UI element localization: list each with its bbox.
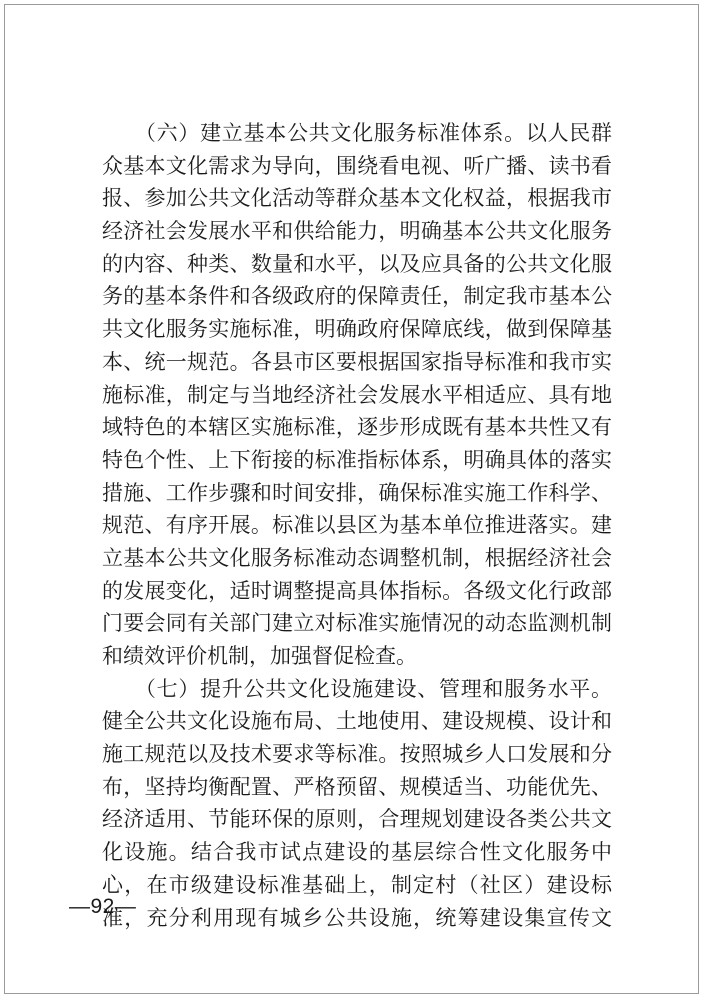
text-line: 规范、有序开展。标准以县区为基本单位推进落实。建: [102, 513, 612, 538]
body-text: [102, 117, 612, 934]
text-line: 报、参加公共文化活动等群众基本文化权益，根据我市: [102, 186, 612, 211]
text-line: 施标准，制定与当地经济社会发展水平相适应、具有地: [102, 382, 612, 407]
text-line: 域特色的本辖区实施标准，逐步形成既有基本共性又有: [102, 415, 612, 440]
text-line: 众基本文化需求为导向，围绕看电视、听广播、读书看: [102, 153, 612, 178]
text-line: 施工规范以及技术要求等标准。按照城乡人口发展和分: [102, 742, 612, 767]
text-line: 特色个性、上下衔接的标准指标体系，明确具体的落实: [102, 447, 612, 472]
text-line: 经济社会发展水平和供给能力，明确基本公共文化服务: [102, 219, 612, 244]
text-line: 经济适用、节能环保的原则，合理规划建设各类公共文: [102, 807, 612, 832]
text-line: 健全公共文化设施布局、土地使用、建设规模、设计和: [102, 709, 612, 734]
text-line: 门要会同有关部门建立对标准实施情况的动态监测机制: [102, 611, 612, 636]
text-line: 准，充分利用现有城乡公共设施，统筹建设集宣传文: [102, 905, 612, 930]
text-line: 和绩效评价机制，加强督促检查。: [102, 644, 417, 668]
text-line: （六）建立基本公共文化服务标准体系。以人民群: [102, 121, 612, 145]
text-line: （七）提升公共文化设施建设、管理和服务水平。: [102, 676, 612, 701]
text-line: 本、统一规范。各县市区要根据国家指导标准和我市实: [102, 349, 612, 374]
text-line: 心，在市级建设标准基础上，制定村（社区）建设标: [102, 872, 612, 897]
text-line: 化设施。结合我市试点建设的基层综合性文化服务中: [102, 840, 612, 865]
text-line: 布，坚持均衡配置、严格预留、规模适当、功能优先、: [102, 774, 612, 799]
text-line: 的发展变化，适时调整提高具体指标。各级文化行政部: [102, 578, 612, 603]
text-line: 立基本公共文化服务标准动态调整机制，根据经济社会: [102, 545, 612, 570]
page-number: —92—: [69, 895, 137, 918]
text-line: 共文化服务实施标准，明确政府保障底线，做到保障基: [102, 317, 612, 342]
text-line: 的内容、种类、数量和水平，以及应具备的公共文化服: [102, 251, 612, 276]
text-line: 务的基本条件和各级政府的保障责任，制定我市基本公: [102, 284, 612, 309]
text-line: 措施、工作步骤和时间安排，确保标准实施工作科学、: [102, 480, 612, 505]
